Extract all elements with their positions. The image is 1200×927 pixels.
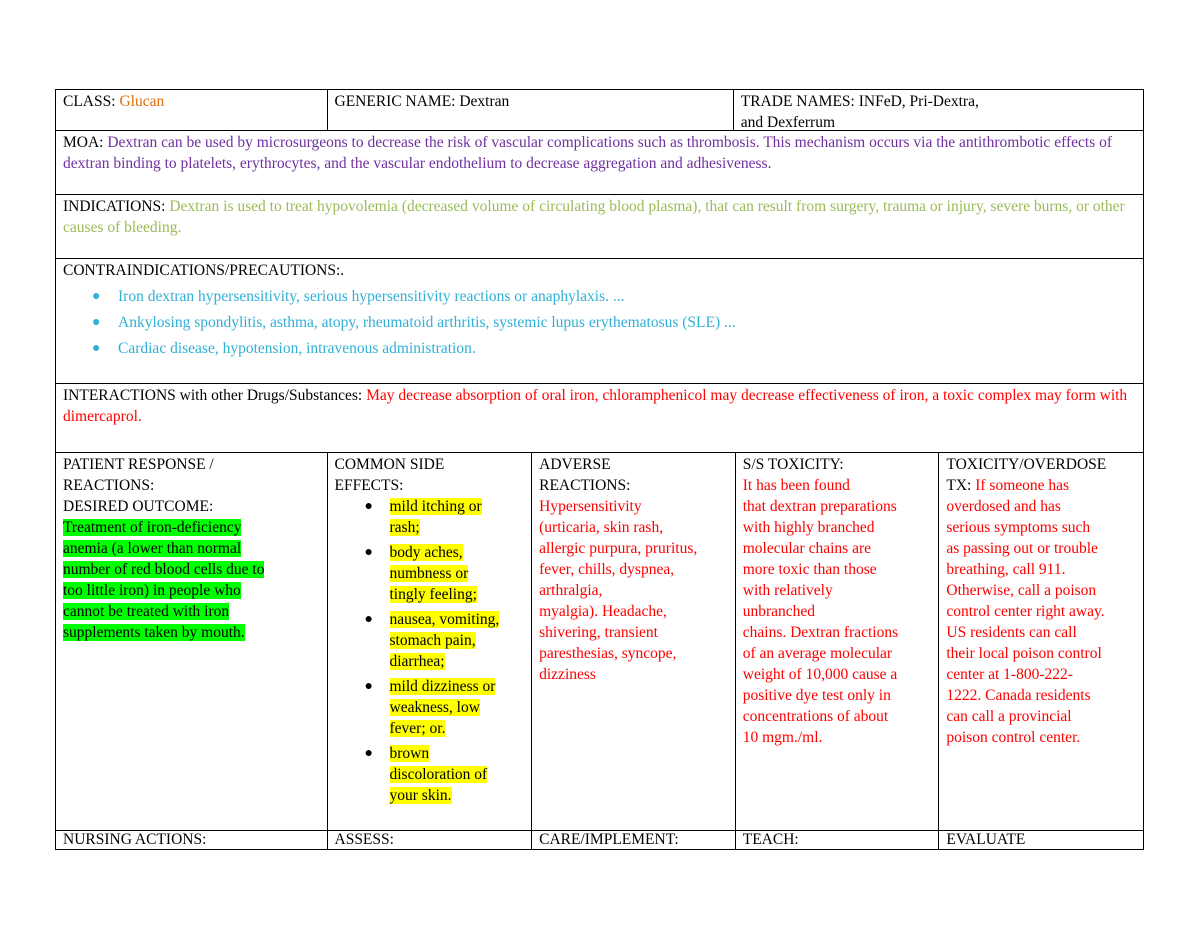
desired-outcome-line: too little iron) in people who [63,582,241,599]
overdose-line: their local poison control [946,645,1102,662]
indications-text: Dextran is used to treat hypovolemia (decreased volume of circulating blood plasma), that can result from surgery, trauma or injury, severe burns, or other causes of bleeding. [63,198,1125,236]
contraindications-list [63,284,1143,362]
drug-card-table [55,89,1144,850]
toxicity-line: molecular chains are [742,540,871,557]
bullet-dot-icon: ● [364,746,373,761]
indications-cell [56,195,1143,258]
overdose-line: US residents can call [946,624,1077,641]
contraindications-label: CONTRAINDICATIONS/PRECAUTIONS:. [63,262,345,279]
overdose-line: breathing, call 911. [946,561,1066,578]
generic-value: Dextran [459,93,510,110]
list-item: ● nausea, vomiting, stomach pain, diarrhea; [364,611,500,670]
overdose-line: overdosed and has [946,498,1061,515]
indications-label: INDICATIONS: [63,198,170,215]
side-effects-list [335,496,532,806]
overdose-line: serious symptoms such [946,519,1091,536]
bullet-dot-icon: ● [364,679,373,694]
evaluate-label: EVALUATE [946,831,1026,848]
overdose-cell [939,453,1143,830]
list-item: ● body aches, numbness or tingly feeling; [364,544,477,603]
overdose-line: can call a provincial [946,708,1072,725]
overdose-line: as passing out or trouble [946,540,1098,557]
side-effects-label-1: COMMON SIDE [334,456,445,473]
class-cell [56,90,328,130]
adverse-line: allergic purpura, pruritus, [539,540,698,557]
bullet-dot-icon: ● [92,289,101,304]
interactions-row [56,384,1143,453]
list-item: ● Ankylosing spondylitis, asthma, atopy, rheumatoid arthritis, systemic lupus erythematosus (SLE) ... [63,310,1143,336]
patient-response-cell [56,453,328,830]
moa-text: Dextran can be used by microsurgeons to decrease the risk of vascular complications such as thrombosis. This mechanism occurs via the antithrombotic effects of dextran binding to platelets, erythrocytes, and the vascular endothelium to decrease aggregation and adhesiveness. [63,134,1112,172]
toxicity-line: It has been found [742,477,850,494]
interactions-label: INTERACTIONS with other Drugs/Substances: [63,387,367,404]
toxicity-line: of an average molecular [742,645,893,662]
header-row [56,90,1143,131]
contraindications-cell [56,259,1143,383]
side-effects-label-2: EFFECTS: [334,477,404,494]
interactions-text: May decrease absorption of oral iron, chloramphenicol may decrease effectiveness of iron, a toxic complex may form with dimercaprol. [63,387,1128,425]
moa-cell [56,131,1143,194]
toxicity-line: more toxic than those [742,561,877,578]
care-implement-label: CARE/IMPLEMENT: [532,831,736,849]
toxicity-line: chains. Dextran fractions [742,624,899,641]
interactions-cell [56,384,1143,452]
adverse-line: fever, chills, dyspnea, [539,561,675,578]
side-effects-cell [328,453,533,830]
generic-label: GENERIC NAME: [334,93,460,110]
overdose-line: control center right away. [946,603,1105,620]
list-item: ● mild dizziness or weakness, low fever; or. [364,678,496,737]
overdose-tx-label: TX: [946,477,976,494]
desired-outcome-line: Treatment of iron-deficiency [63,519,242,536]
adverse-line: arthralgia, [539,582,603,599]
trade-label: TRADE NAMES: [740,93,859,110]
bullet-dot-icon: ● [92,315,101,330]
adverse-line: Hypersensitivity [539,498,642,515]
moa-row [56,131,1143,195]
list-item: ● mild itching or rash; [364,498,482,536]
overdose-line: 1222. Canada residents [946,687,1091,704]
bullet-dot-icon: ● [364,499,373,514]
adverse-line: shivering, transient [539,624,658,641]
toxicity-line: positive dye test only in [742,687,891,704]
overdose-line: poison control center. [946,729,1081,746]
toxicity-signs-cell [736,453,940,830]
moa-label: MOA: [63,134,108,151]
adverse-label-1: ADVERSE [539,456,611,473]
list-item: ● Cardiac disease, hypotension, intravenous administration. [63,336,1143,362]
contraindications-row [56,259,1143,384]
desired-outcome-line: anemia (a lower than normal [63,540,242,557]
list-item: ● brown discoloration of your skin. [364,745,488,804]
trade-names-cell [734,90,1143,130]
toxicity-line: weight of 10,000 cause a [742,666,898,683]
toxicity-line: with highly branched [742,519,875,536]
adverse-line: dizziness [539,666,596,683]
generic-name-cell [328,90,734,130]
class-label: CLASS: [63,93,120,110]
desired-outcome-line: number of red blood cells due to [63,561,265,578]
details-row [56,453,1143,831]
patient-response-label-1: PATIENT RESPONSE / [63,456,214,473]
desired-outcome-label: DESIRED OUTCOME: [63,498,214,515]
toxicity-line: concentrations of about [742,708,889,725]
toxicity-line: unbranched [742,603,816,620]
trade-value-line2: and Dexferrum [740,114,835,131]
nursing-actions-label: NURSING ACTIONS: [56,831,328,849]
bullet-dot-icon: ● [92,341,101,356]
toxicity-line: that dextran preparations [742,498,897,515]
teach-label: TEACH: [736,831,940,849]
bullet-dot-icon: ● [364,545,373,560]
overdose-line: If someone has [975,477,1070,494]
desired-outcome-line: supplements taken by mouth. [63,624,245,641]
list-item: ● Iron dextran hypersensitivity, serious hypersensitivity reactions or anaphylaxis. ... [63,284,1143,310]
adverse-line: paresthesias, syncope, [539,645,677,662]
patient-response-label-2: REACTIONS: [63,477,155,494]
adverse-reactions-cell [532,453,736,830]
overdose-line: center at 1-800-222- [946,666,1073,683]
assess-label: ASSESS: [328,831,533,849]
toxicity-line: 10 mgm./ml. [742,729,823,746]
nursing-actions-row [56,831,1143,849]
overdose-line: Otherwise, call a poison [946,582,1097,599]
toxicity-label: S/S TOXICITY: [742,456,844,473]
adverse-line: (urticaria, skin rash, [539,519,664,536]
adverse-label-2: REACTIONS: [539,477,631,494]
overdose-label: TOXICITY/OVERDOSE [946,456,1107,473]
class-value: Glucan [119,93,165,110]
adverse-line: myalgia). Headache, [539,603,667,620]
toxicity-line: with relatively [742,582,833,599]
desired-outcome-line: cannot be treated with iron [63,603,230,620]
trade-value-line1: INFeD, Pri-Dextra, [858,93,979,110]
indications-row [56,195,1143,259]
bullet-dot-icon: ● [364,612,373,627]
